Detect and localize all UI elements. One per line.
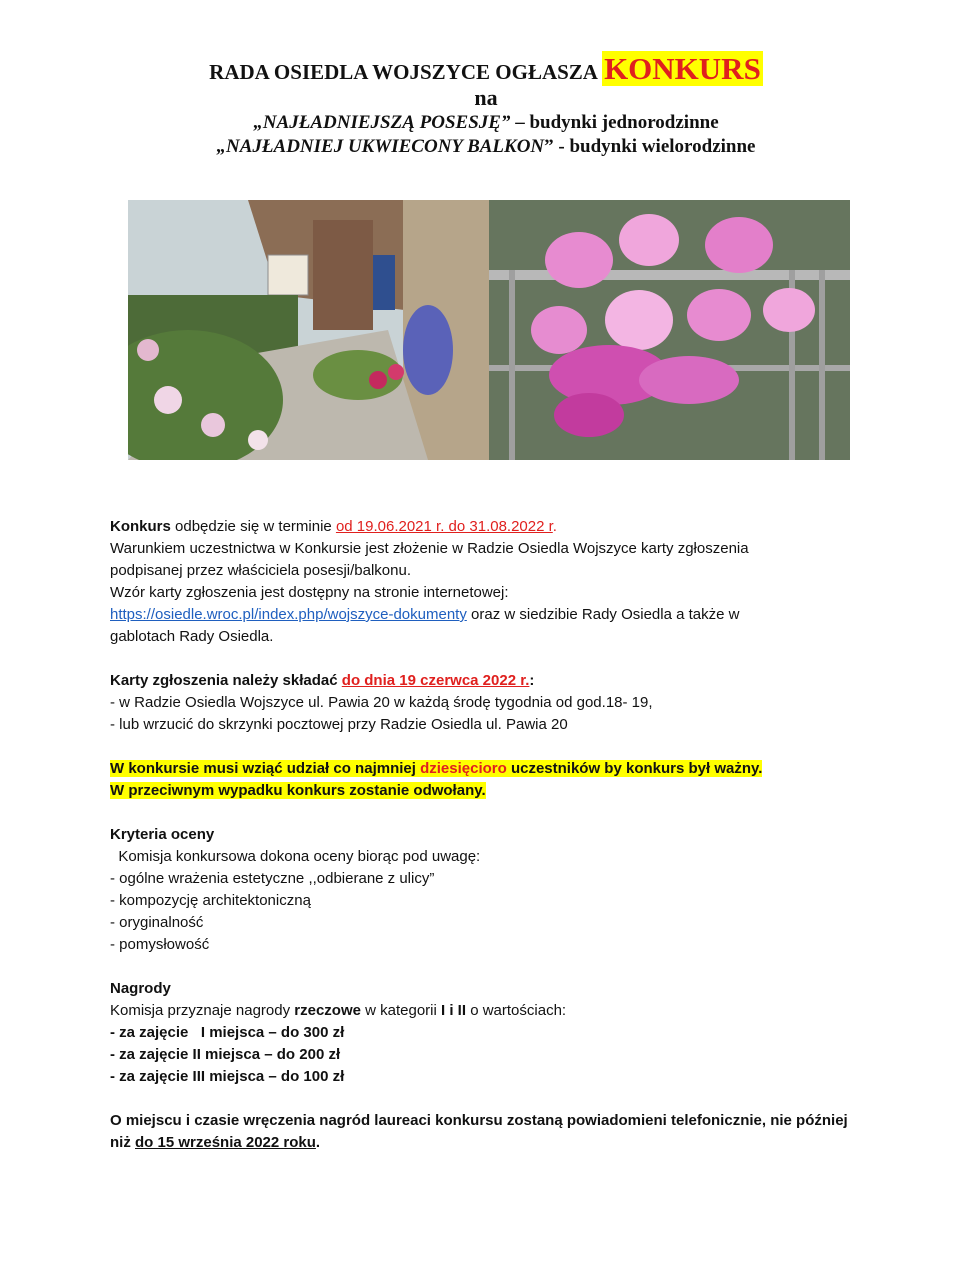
- cards-deadline-colon: :: [529, 672, 535, 689]
- form-boards-line: gablotach Rady Osiedla.: [110, 628, 274, 645]
- header-line-4: [0, 135, 972, 159]
- header-line-1: [0, 51, 972, 87]
- warning-text-a: W konkursie musi wziąć udział co najmniej: [110, 760, 421, 777]
- announcement-header: [0, 51, 972, 159]
- konkurs-highlight: KONKURS: [604, 51, 761, 86]
- contest-term-text: odbędzie się w terminie: [170, 518, 336, 535]
- criteria-item: - ogólne wrażenia estetyczne ,,odbierane z ulicy”: [110, 870, 435, 887]
- balcony-flower-photo: [489, 200, 850, 460]
- cards-deadline-date: do dnia 19 czerwca 2022 r.: [341, 672, 530, 689]
- criteria-heading: [110, 824, 880, 846]
- award-info-text: O miejscu i czasie wręczenia nagród laureaci konkursu zostaną powiadomieni telefonicznie, nie później: [110, 1112, 848, 1129]
- prize-first: - za zajęcie I miejsca – do 300 zł: [110, 1024, 345, 1041]
- prize-item: [110, 1022, 880, 1044]
- form-link-line: [110, 604, 880, 626]
- category-balkon-desc: ” - budynki wielorodzinne: [544, 136, 756, 157]
- warning-text-b: uczestników by konkurs był ważny.: [506, 760, 763, 777]
- prize-third: - za zajęcie III miejsca – do 100 zł: [110, 1068, 345, 1085]
- prizes-categories: I i II: [441, 1002, 467, 1019]
- contest-dates: od 19.06.2021 r. do 31.08.2022 r: [335, 518, 553, 535]
- prizes-intro-b: w kategorii: [360, 1002, 442, 1019]
- criteria-title: Kryteria oceny: [110, 826, 215, 843]
- participation-line-2: podpisanej przez właściciela posesji/balkonu.: [110, 562, 412, 579]
- prizes-heading: [110, 978, 880, 1000]
- header-line-3: [0, 111, 972, 135]
- prize-item: [110, 1044, 880, 1066]
- prizes-intro: [110, 1000, 880, 1022]
- category-posesja-title: „NAJŁADNIEJSZĄ POSESJĘ”: [253, 112, 511, 133]
- house-garden-photo: [128, 200, 489, 460]
- form-template-line: Wzór karty zgłoszenia jest dostępny na stronie internetowej:: [110, 584, 509, 601]
- header-line-2: na: [474, 85, 498, 110]
- criteria-item: - oryginalność: [110, 914, 204, 931]
- balcony-flowers-illustration: [489, 200, 850, 460]
- category-balkon-title: „NAJŁADNIEJ UKWIECONY BALKON: [216, 136, 545, 157]
- form-location-text: oraz w siedzibie Rady Osiedla a także w: [466, 606, 740, 623]
- house-garden-illustration: [128, 200, 489, 460]
- cancellation-warning: W przeciwnym wypadku konkurs zostanie odwołany.: [110, 782, 486, 799]
- cards-option-1: - w Radzie Osiedla Wojszyce ul. Pawia 20 w każdą środę tygodnia od god.18- 19,: [110, 694, 653, 711]
- cards-option-2: - lub wrzucić do skrzynki pocztowej przy Radzie Osiedla ul. Pawia 20: [110, 716, 568, 733]
- prizes-intro-c: o wartościach:: [466, 1002, 567, 1019]
- criteria-item: - kompozycję architektoniczną: [110, 892, 311, 909]
- award-deadline-end: .: [315, 1134, 321, 1151]
- category-posesja-desc: – budynki jednorodzinne: [510, 112, 719, 133]
- prizes-title: Nagrody: [110, 980, 171, 997]
- prizes-intro-a: Komisja przyznaje nagrody: [110, 1002, 295, 1019]
- cards-deadline-line: [110, 670, 880, 692]
- award-deadline-date: do 15 września 2022 roku: [135, 1134, 316, 1151]
- participants-warning-line-2: [110, 780, 880, 802]
- award-deadline-prefix: niż: [110, 1134, 135, 1151]
- contest-dates-end: .: [552, 518, 557, 535]
- konkurs-word: Konkurs: [110, 518, 171, 535]
- award-info-line-1: [110, 1110, 880, 1132]
- criteria-intro: Komisja konkursowa dokona oceny biorąc pod uwagę:: [110, 848, 481, 865]
- participation-line-1: Warunkiem uczestnictwa w Konkursie jest złożenie w Radzie Osiedla Wojszyce karty zgłoszenia: [110, 540, 749, 557]
- cards-deadline-label: Karty zgłoszenia należy składać: [110, 672, 342, 689]
- header-organizer-text: RADA OSIEDLA WOJSZYCE OGŁASZA: [209, 60, 603, 84]
- contest-dates-line: [110, 516, 880, 538]
- warning-min-participants: dziesięcioro: [420, 760, 507, 777]
- announcement-body: [110, 516, 880, 1154]
- criteria-item: - pomysłowość: [110, 936, 210, 953]
- participants-warning-line-1: [110, 758, 880, 780]
- prize-second: - za zajęcie II miejsca – do 200 zł: [110, 1046, 341, 1063]
- award-info-line-2: [110, 1132, 880, 1154]
- prize-item: [110, 1066, 880, 1088]
- documents-link[interactable]: https://osiedle.wroc.pl/index.php/wojszyce-dokumenty: [110, 606, 467, 623]
- prizes-type: rzeczowe: [294, 1002, 361, 1019]
